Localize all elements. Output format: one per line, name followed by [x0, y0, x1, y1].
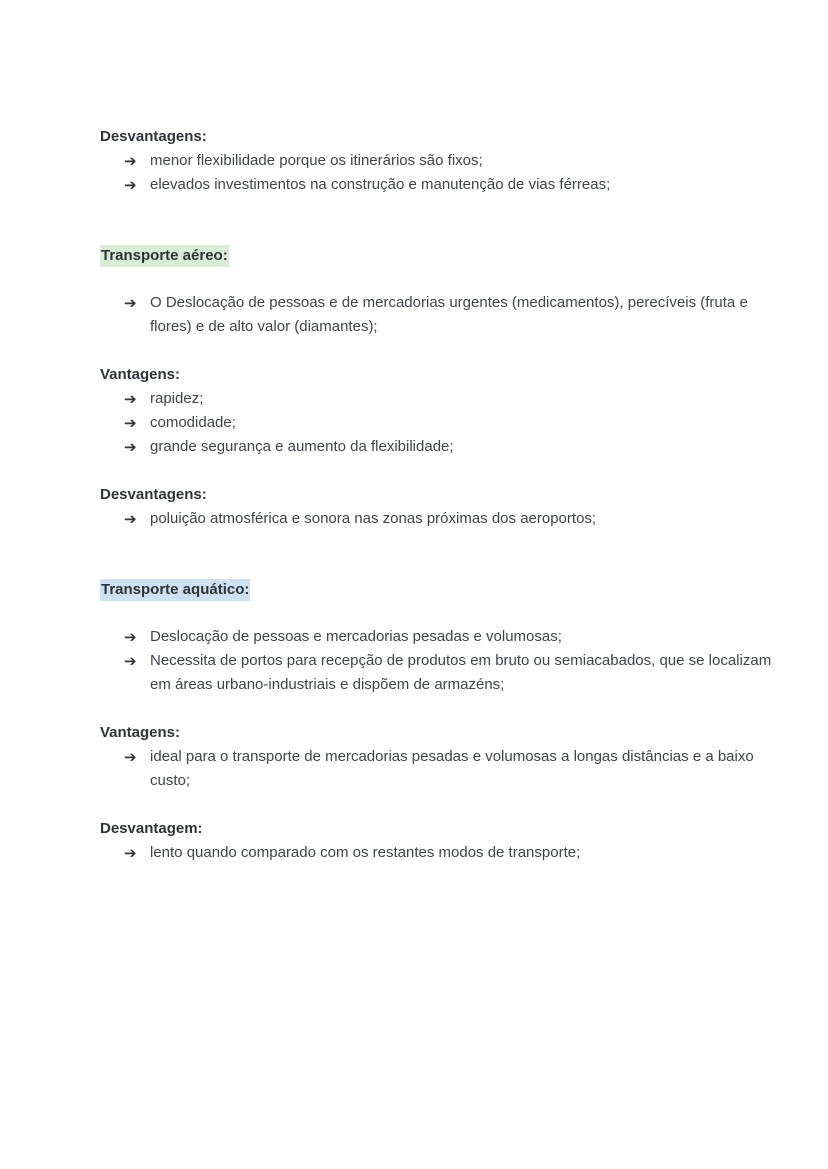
list-item-text: Deslocação de pessoas e mercadorias pesadas e volumosas;: [150, 628, 562, 645]
list-item: [124, 291, 790, 339]
water-description-list: [100, 625, 790, 697]
list-item-text: lento quando comparado com os restantes modos de transporte;: [150, 844, 581, 861]
list-item: [124, 411, 790, 435]
water-disadvantages-label: Desvantagem:: [100, 820, 203, 837]
document-content: [100, 125, 790, 865]
air-advantages-label: Vantagens:: [100, 366, 181, 383]
arrow-icon: ➔: [124, 510, 137, 528]
water-advantages-label: Vantagens:: [100, 724, 181, 741]
water-transport-heading: Transporte aquático:: [100, 579, 250, 601]
rail-disadvantages-label: Desvantagens:: [100, 128, 207, 145]
list-item-text: rapidez;: [150, 390, 204, 407]
list-item: [124, 149, 790, 173]
list-item-text: grande segurança e aumento da flexibilidade;: [150, 438, 454, 455]
list-item: [124, 745, 790, 793]
arrow-icon: ➔: [124, 438, 137, 456]
list-item: [124, 435, 790, 459]
arrow-icon: ➔: [124, 748, 137, 766]
list-item: [124, 649, 790, 697]
water-disadvantages-list: [100, 841, 790, 865]
list-item-text: Necessita de portos para recepção de produtos em bruto ou semiacabados, que se localizam em áreas urbano-industriais e dispõem de armazéns;: [150, 652, 772, 693]
list-item: [124, 841, 790, 865]
arrow-icon: ➔: [124, 152, 137, 170]
list-item: [124, 387, 790, 411]
list-item-text: elevados investimentos na construção e manutenção de vias férreas;: [150, 176, 611, 193]
list-item-text: poluição atmosférica e sonora nas zonas próximas dos aeroportos;: [150, 510, 597, 527]
rail-disadvantages-list: [100, 149, 790, 197]
air-description-list: [100, 291, 790, 339]
air-transport-heading: Transporte aéreo:: [100, 245, 229, 267]
arrow-icon: ➔: [124, 652, 137, 670]
water-advantages-list: [100, 745, 790, 793]
arrow-icon: ➔: [124, 414, 137, 432]
list-item: [124, 625, 790, 649]
arrow-icon: ➔: [124, 844, 137, 862]
list-item-text: menor flexibilidade porque os itinerários são fixos;: [150, 152, 483, 169]
air-advantages-list: [100, 387, 790, 459]
arrow-icon: ➔: [124, 628, 137, 646]
arrow-icon: ➔: [124, 176, 137, 194]
list-item-text: O Deslocação de pessoas e de mercadorias urgentes (medicamentos), perecíveis (fruta e flores) e de alto valor (diamantes);: [150, 294, 748, 335]
list-item-text: comodidade;: [150, 414, 236, 431]
list-item: [124, 507, 790, 531]
list-item: [124, 173, 790, 197]
list-item-text: ideal para o transporte de mercadorias pesadas e volumosas a longas distâncias e a baixo custo;: [150, 748, 754, 789]
air-disadvantages-list: [100, 507, 790, 531]
arrow-icon: ➔: [124, 294, 137, 312]
air-disadvantages-label: Desvantagens:: [100, 486, 207, 503]
arrow-icon: ➔: [124, 390, 137, 408]
